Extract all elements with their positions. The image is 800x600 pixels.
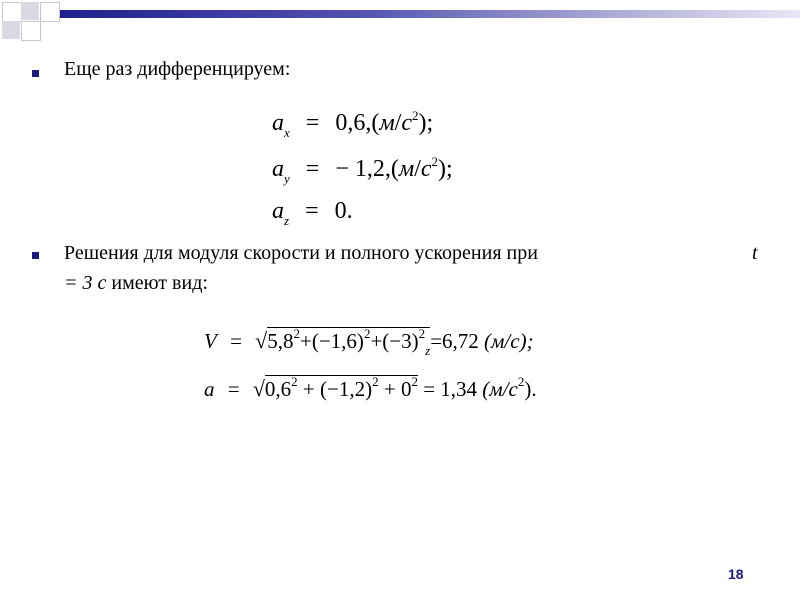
page-number: 18	[728, 566, 744, 582]
sqrt-icon: √	[255, 328, 268, 353]
deco-square	[2, 2, 22, 22]
sqrt-radicand: $5,8^2+(-1,6)^2+(-3)^2_z$	[267, 326, 431, 358]
sqrt-radicand: $0,6^2 + (-1,2)^2 + 0^2$	[264, 374, 418, 401]
bullet-icon	[32, 70, 39, 77]
header-gradient-bar	[60, 10, 800, 18]
intro-text: Еще раз дифференцируем:	[64, 58, 291, 80]
deco-square	[21, 21, 41, 41]
solution-text-line2: = 3 с имеют вид:	[64, 272, 208, 294]
solution-text-line1: Решения для модуля скорости и полного ускорения при	[64, 242, 538, 264]
equation-az: $a_z = 0$.	[272, 198, 353, 228]
equation-acceleration: $a = √0,6^2 + (-1,2)^2 + 0^2 = 1,34$ $(м/с^2)$.	[204, 374, 537, 401]
header-decoration	[0, 0, 800, 40]
deco-square	[40, 2, 60, 22]
equation-ax: $a_x = 0,6,(м/с^2)$;	[272, 108, 434, 140]
equation-velocity: $V = √5,8^2+(-1,6)^2+(-3)^2_z=6,72$ (м/с);	[204, 326, 534, 358]
sqrt-icon: √	[252, 376, 265, 401]
bullet-icon	[32, 252, 39, 259]
deco-square	[21, 2, 39, 20]
equation-ay: $a_y$ = − $1,2,(м/с^2)$;	[272, 154, 453, 186]
solution-t-variable: t	[752, 242, 758, 264]
deco-square	[2, 21, 20, 39]
